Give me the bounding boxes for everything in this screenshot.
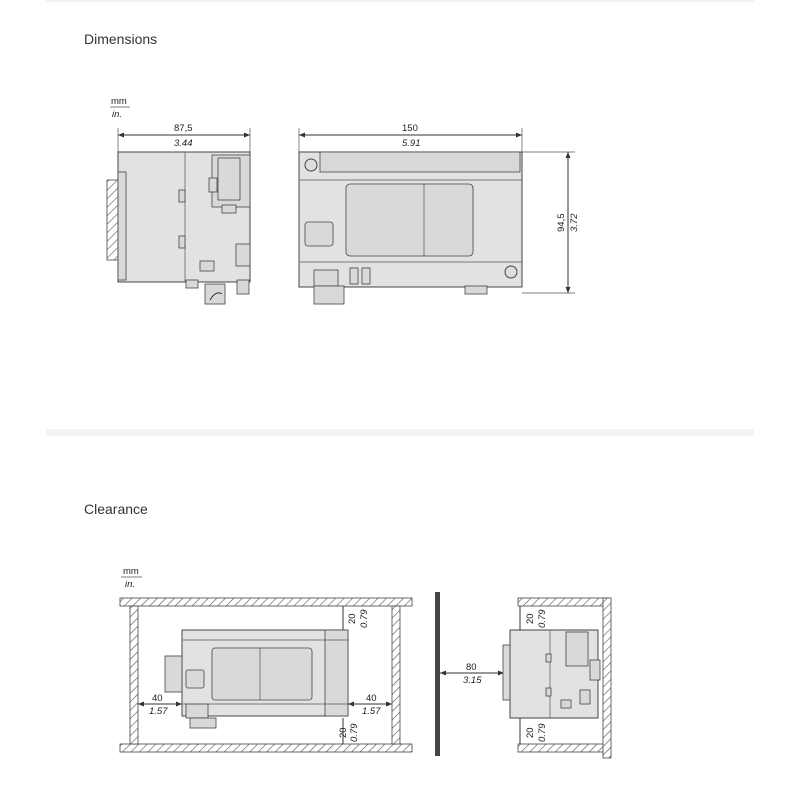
unit-in: in. [112, 109, 123, 120]
unit-legend-bottom [121, 566, 142, 590]
unit-mm-bottom: mm [123, 566, 139, 577]
side-top-mm: 20 [525, 613, 536, 624]
unit-in-bottom: in. [125, 579, 136, 590]
front-width-in: 5.91 [402, 138, 421, 149]
side-clearance-top-dimension [520, 606, 548, 630]
dimensions-title: Dimensions [84, 31, 158, 47]
side-top-in: 0.79 [537, 609, 548, 628]
front-width-mm: 150 [402, 123, 418, 134]
unit-mm: mm [111, 96, 127, 107]
clearance-gap-dimension [440, 662, 504, 686]
clear-top-mm: 20 [347, 613, 358, 624]
clear-right-in: 1.57 [362, 706, 381, 717]
gap-mm: 80 [466, 662, 477, 673]
side-bottom-mm: 20 [525, 727, 536, 738]
clear-bottom-in: 0.79 [349, 723, 360, 742]
clearance-front-module [165, 630, 348, 728]
side-width-in: 3.44 [174, 138, 193, 149]
separator-bar [435, 592, 440, 756]
side-width-mm: 87,5 [174, 123, 193, 134]
clearance-title: Clearance [84, 501, 148, 517]
side-clearance-bottom-dimension [520, 718, 548, 744]
clear-left-mm: 40 [152, 693, 163, 704]
clear-bottom-mm: 20 [338, 727, 349, 738]
clearance-right-dimension [348, 693, 392, 717]
height-in: 3.72 [569, 213, 580, 232]
clearance-bottom-dimension [338, 718, 360, 744]
gap-in: 3.15 [463, 675, 482, 686]
height-mm: 94,5 [556, 213, 567, 232]
clearance-left-dimension [138, 693, 182, 717]
clear-right-mm: 40 [366, 693, 377, 704]
clear-left-in: 1.57 [149, 706, 168, 717]
side-bottom-in: 0.79 [537, 723, 548, 742]
clear-top-in: 0.79 [359, 609, 370, 628]
clearance-side-module [503, 630, 600, 718]
clearance-top-dimension [343, 606, 370, 630]
